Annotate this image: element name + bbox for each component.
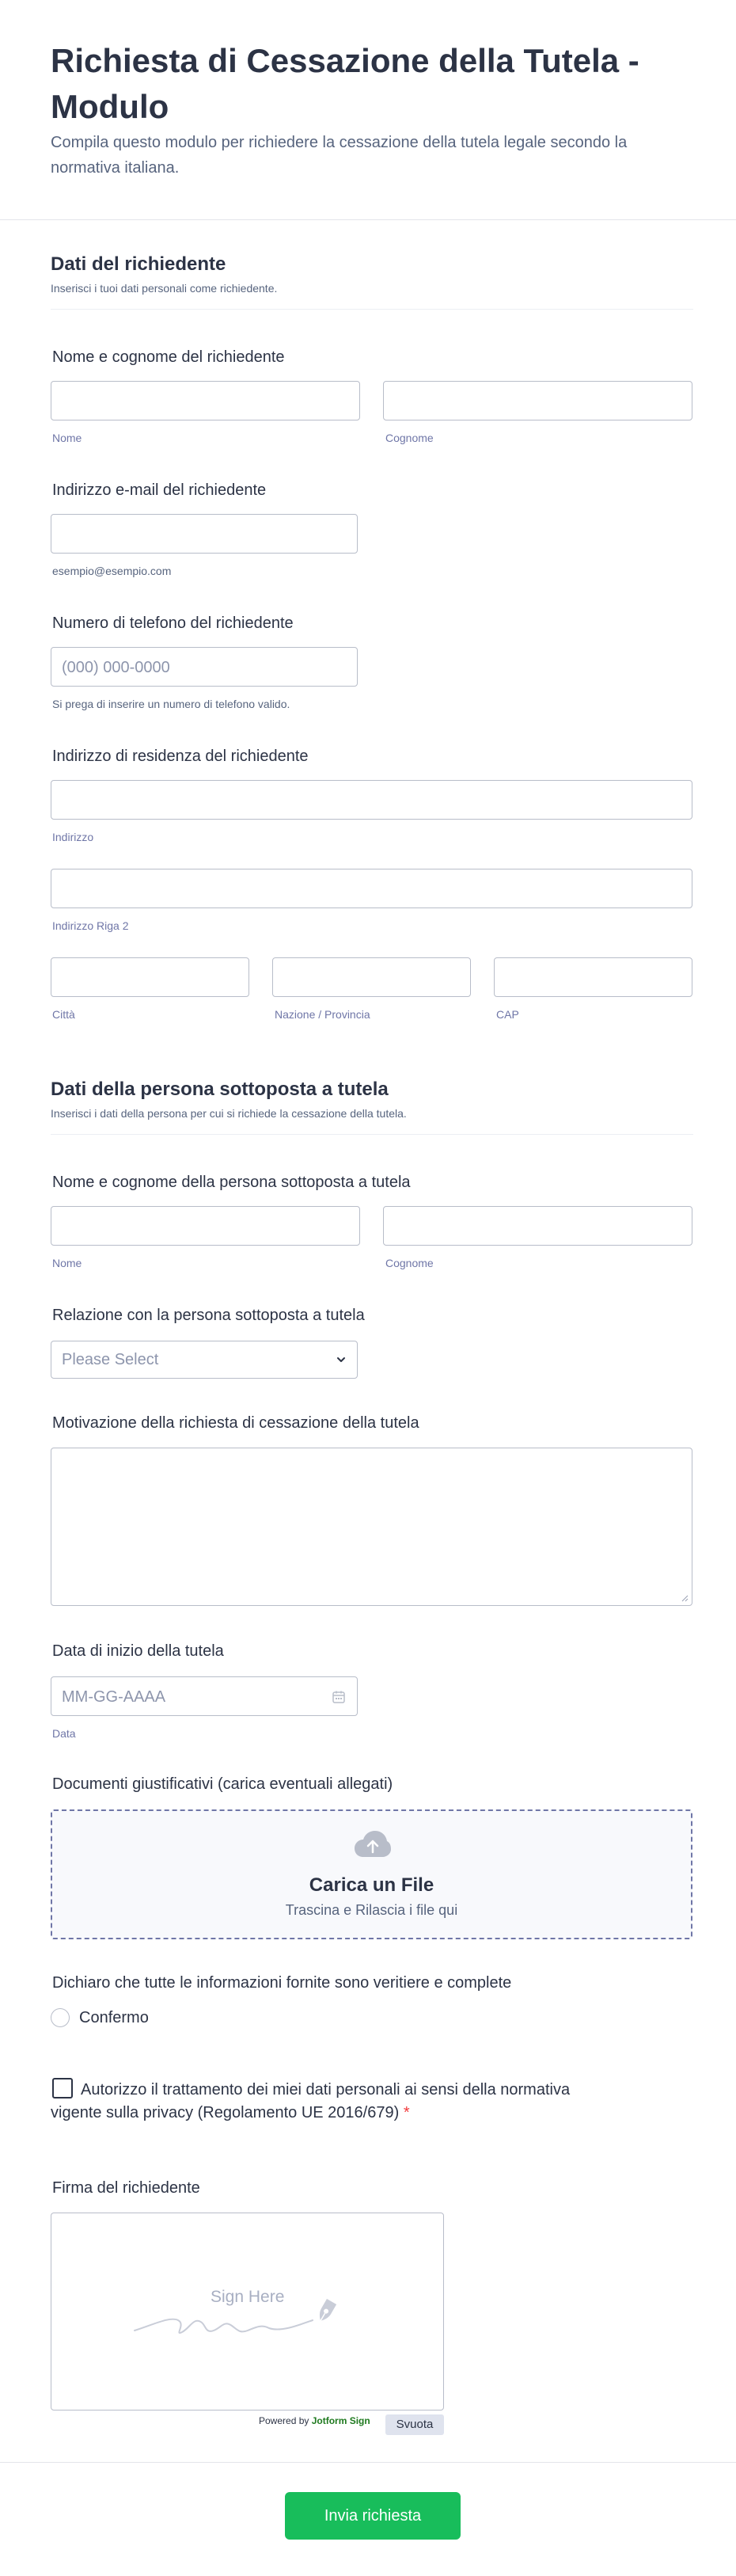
start-date-input[interactable] — [51, 1676, 358, 1716]
start-date-placeholder: MM-GG-AAAA — [62, 1688, 166, 1706]
section-title-applicant: Dati del richiedente — [51, 253, 226, 275]
applicant-name-label: Nome e cognome del richiedente — [52, 348, 285, 366]
applicant-phone-label: Numero di telefono del richiedente — [52, 615, 294, 632]
cloud-upload-icon — [354, 1830, 392, 1860]
ward-first-name-input[interactable] — [51, 1206, 360, 1246]
powered-by-brand: Jotform Sign — [311, 2415, 370, 2426]
signature-scribble-icon — [131, 2285, 368, 2340]
applicant-phone-placeholder: (000) 000-0000 — [62, 659, 170, 676]
applicant-first-name-input[interactable] — [51, 381, 360, 420]
signature-pad[interactable] — [51, 2213, 444, 2410]
form-subtitle: Compila questo modulo per richiedere la cessazione della tutela legale secondo la normativa italiana. — [51, 134, 628, 177]
applicant-last-name-input[interactable] — [383, 381, 692, 420]
motivation-label: Motivazione della richiesta di cessazione della tutela — [52, 1414, 419, 1432]
powered-by-prefix: Powered by — [259, 2415, 309, 2426]
section-divider — [51, 1134, 693, 1135]
signature-label: Firma del richiedente — [52, 2179, 200, 2197]
chevron-down-icon — [336, 1354, 347, 1365]
state-province-input[interactable] — [272, 957, 471, 997]
applicant-address-label: Indirizzo di residenza del richiedente — [52, 748, 309, 765]
section-subtitle-applicant: Inserisci i tuoi dati personali come richiedente. — [51, 282, 278, 295]
calendar-icon[interactable] — [332, 1690, 346, 1704]
city-sublabel: Città — [52, 1008, 75, 1021]
section-title-ward: Dati della persona sottoposta a tutela — [51, 1079, 389, 1100]
required-mark: * — [403, 2104, 410, 2121]
powered-by-text — [259, 2415, 370, 2426]
start-date-label: Data di inizio della tutela — [52, 1642, 224, 1660]
address-line1-sublabel: Indirizzo — [52, 831, 94, 843]
zip-input[interactable] — [494, 957, 692, 997]
relation-select-placeholder: Please Select — [62, 1350, 159, 1368]
clear-signature-button[interactable]: Svuota — [385, 2414, 444, 2435]
address-line1-input[interactable] — [51, 780, 692, 820]
zip-sublabel: CAP — [496, 1008, 519, 1021]
applicant-phone-input[interactable] — [51, 647, 358, 687]
ward-name-label: Nome e cognome della persona sottoposta a tutela — [52, 1174, 411, 1191]
form-title: Richiesta di Cessazione della Tutela - Modulo — [51, 42, 639, 125]
declaration-radio[interactable] — [51, 2008, 70, 2027]
upload-title: Carica un File — [309, 1874, 434, 1896]
privacy-consent-text — [51, 2079, 620, 2125]
applicant-email-input[interactable] — [51, 514, 358, 554]
footer-divider — [0, 2462, 736, 2463]
motivation-textarea[interactable] — [51, 1448, 692, 1606]
resize-grip-icon[interactable] — [681, 1594, 689, 1602]
applicant-email-hint: esempio@esempio.com — [52, 565, 172, 577]
relation-select[interactable] — [51, 1341, 358, 1379]
city-input[interactable] — [51, 957, 249, 997]
section-divider — [51, 309, 693, 310]
documents-label: Documenti giustificativi (carica eventuali allegati) — [52, 1775, 393, 1793]
file-upload-dropzone[interactable] — [51, 1809, 692, 1939]
section-subtitle-ward: Inserisci i dati della persona per cui si richiede la cessazione della tutela. — [51, 1107, 407, 1120]
state-province-sublabel: Nazione / Provincia — [275, 1008, 370, 1021]
relation-label: Relazione con la persona sottoposta a tutela — [52, 1307, 365, 1324]
ward-last-name-input[interactable] — [383, 1206, 692, 1246]
applicant-last-name-sublabel: Cognome — [385, 432, 434, 444]
declaration-option-label[interactable]: Confermo — [79, 2009, 149, 2026]
address-line2-input[interactable] — [51, 869, 692, 908]
submit-button[interactable]: Invia richiesta — [285, 2492, 461, 2540]
signature-placeholder: Sign Here — [211, 2288, 285, 2306]
applicant-phone-hint: Si prega di inserire un numero di telefono valido. — [52, 698, 290, 710]
ward-first-name-sublabel: Nome — [52, 1257, 82, 1269]
privacy-consent-label: Autorizzo il trattamento dei miei dati personali ai sensi della normativa vigente sulla privacy (Regolamento UE 2016/679) — [51, 2081, 571, 2121]
applicant-email-label: Indirizzo e-mail del richiedente — [52, 481, 267, 499]
upload-subtitle: Trascina e Rilascia i file qui — [285, 1902, 458, 1918]
ward-last-name-sublabel: Cognome — [385, 1257, 434, 1269]
start-date-sublabel: Data — [52, 1727, 76, 1740]
applicant-first-name-sublabel: Nome — [52, 432, 82, 444]
declaration-label: Dichiaro che tutte le informazioni fornite sono veritiere e complete — [52, 1974, 512, 1992]
address-line2-sublabel: Indirizzo Riga 2 — [52, 919, 129, 932]
